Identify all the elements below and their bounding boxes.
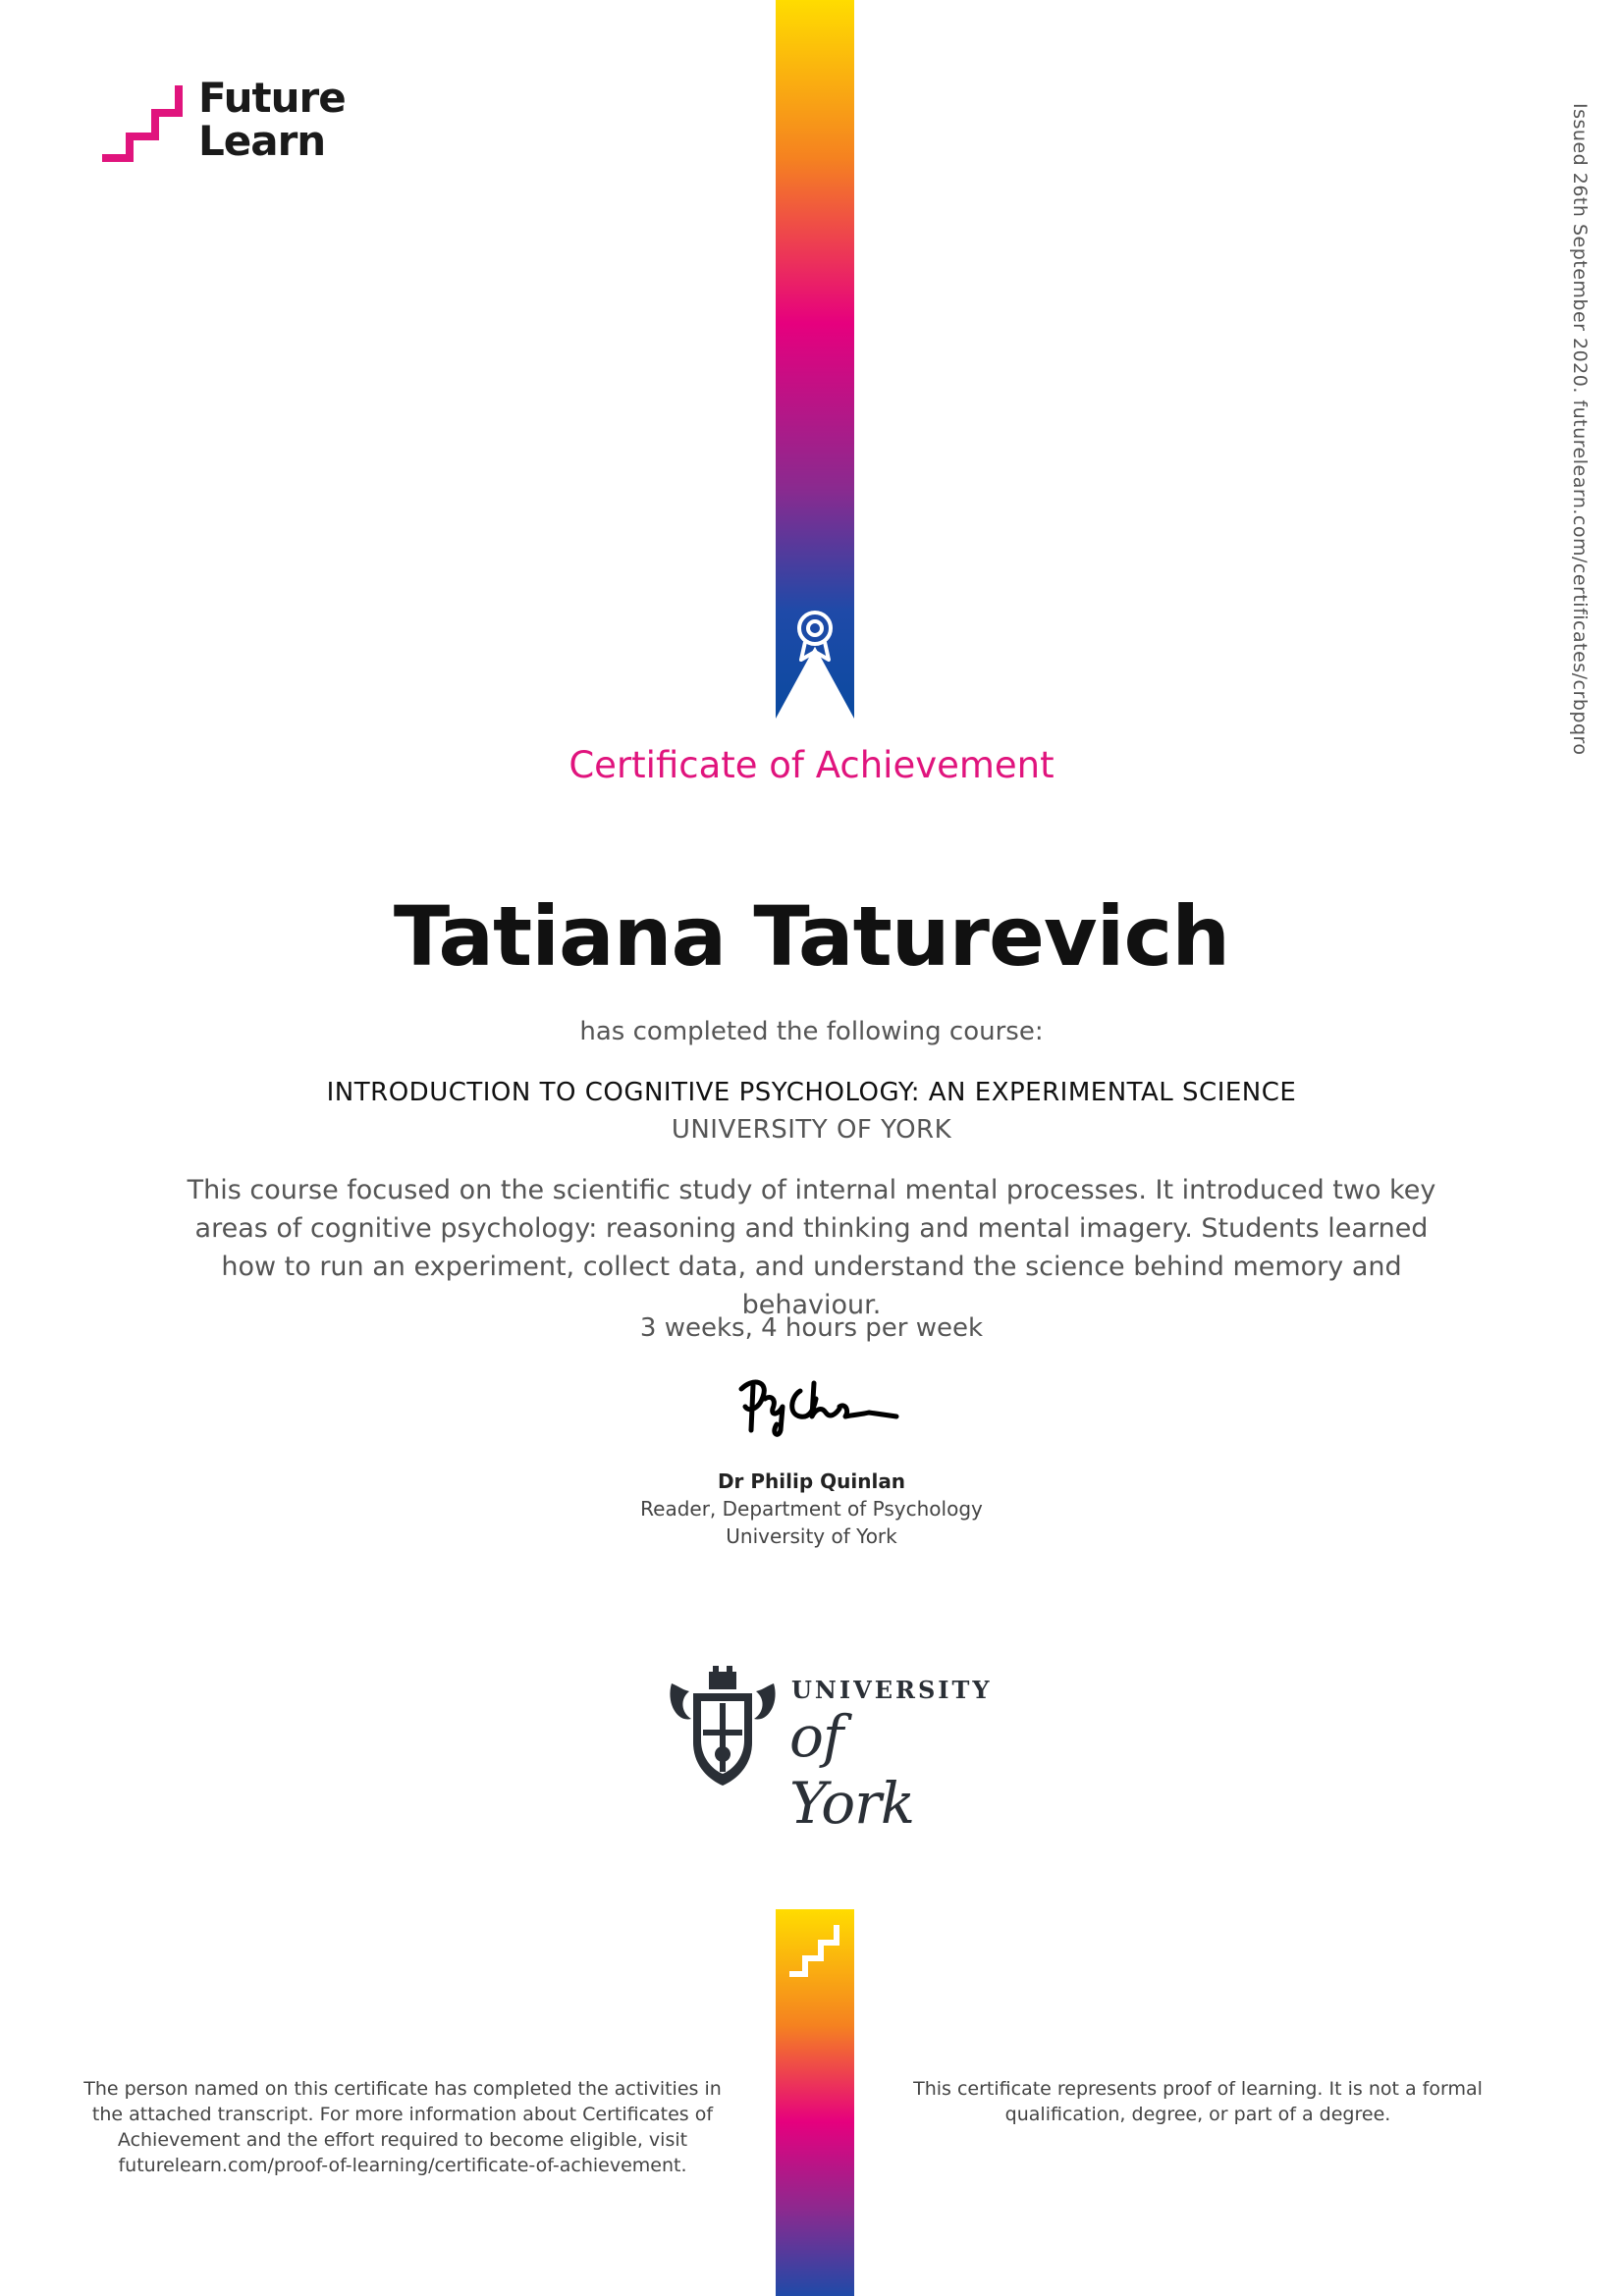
university-of-york-logo	[664, 1664, 993, 1837]
course-title: INTRODUCTION TO COGNITIVE PSYCHOLOGY: AN EXPERIMENTAL SCIENCE	[326, 1078, 1297, 1107]
york-logo-line-2: of York	[789, 1703, 915, 1837]
certificate-title: Certificate of Achievement	[568, 744, 1055, 786]
completed-text: has completed the following course:	[579, 1017, 1044, 1046]
signer-role: Reader, Department of Psychology	[640, 1497, 983, 1521]
futurelearn-logo	[98, 74, 346, 170]
signer-organisation: University of York	[726, 1524, 897, 1548]
york-crest-icon	[664, 1664, 782, 1789]
york-logo-line-1: UNIVERSITY	[791, 1676, 993, 1704]
course-description: This course focused on the scientific study of internal mental processes. It introduced two key areas of cognitive psychology: reasoning and thinking and mental imagery. Students learned how to run an experiment, collect data, and understand the science behind memory and behaviour.	[187, 1175, 1436, 1320]
signer-name: Dr Philip Quinlan	[717, 1469, 906, 1493]
footer-transcript-note: The person named on this certificate has completed the activities in the attached transcript. For more information about Certificates of Achievement and the effort required to become eligible, visit futurelearn.com/proof-of-learning/certificate-of-achievement.	[83, 2078, 722, 2176]
logo-line-1: Future	[198, 74, 346, 122]
issued-date-url: Issued 26th September 2020. futurelearn.com/certificates/crbpqro	[1569, 103, 1591, 756]
recipient-name: Tatiana Taturevich	[393, 888, 1230, 985]
signature-image	[731, 1369, 908, 1448]
steps-icon	[785, 1919, 844, 1978]
footer-proof-note: This certificate represents proof of learning. It is not a formal qualification, degree, or part of a degree.	[913, 2078, 1483, 2125]
logo-line-2: Learn	[198, 117, 326, 165]
steps-logo-icon	[98, 81, 187, 165]
award-rosette-icon	[793, 609, 837, 667]
course-duration: 3 weeks, 4 hours per week	[639, 1313, 984, 1343]
course-university: UNIVERSITY OF YORK	[671, 1115, 952, 1145]
